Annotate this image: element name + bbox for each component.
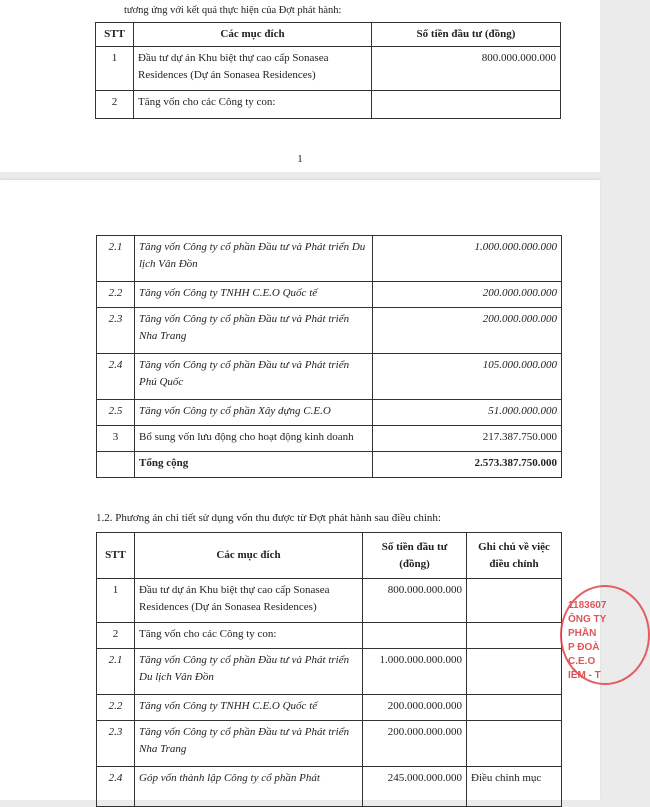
seal-text: P ĐOÀ [568,642,600,653]
cell-note [467,649,562,695]
cell-stt [97,452,135,478]
cell-purpose: Đầu tư dự án Khu biệt thự cao cấp Sonasea Residences (Dự án Sonasea Residences) [134,47,372,91]
header-stt: STT [96,23,134,47]
table-row [97,354,562,400]
header-purpose: Các mục đích [135,533,363,579]
cell-stt: 2.1 [97,649,135,695]
cell-stt: 2.4 [97,354,135,400]
header-amount: Số tiền đầu tư (đồng) [363,533,467,579]
cell-purpose: Góp vốn thành lập Công ty cổ phần Phát [135,767,363,807]
cell-purpose: Tăng vốn cho các Công ty con: [134,91,372,119]
table-row [97,579,562,623]
table-row [97,426,562,452]
cell-note [467,579,562,623]
cell-amount: 245.000.000.000 [363,767,467,807]
cell-stt: 2.3 [97,308,135,354]
table-header-row [97,533,562,579]
table-row [97,282,562,308]
cell-purpose: Tăng vốn Công ty cổ phần Đầu tư và Phát triển Nha Trang [135,721,363,767]
cell-amount: 200.000.000.000 [373,308,562,354]
cell-purpose: Tăng vốn Công ty TNHH C.E.O Quốc tế [135,695,363,721]
cell-stt: 2.4 [97,767,135,807]
cell-purpose: Bổ sung vốn lưu động cho hoạt động kinh doanh [135,426,373,452]
cell-stt: 1 [96,47,134,91]
cell-note [467,695,562,721]
header-stt: STT [97,533,135,579]
cell-amount [372,91,561,119]
cell-amount: 1.000.000.000.000 [363,649,467,695]
header-amount: Số tiền đầu tư (đồng) [372,23,561,47]
cell-stt: 2 [97,623,135,649]
table-row [97,236,562,282]
seal-text: C.E.O [568,656,596,667]
seal-text: ÔNG TY [568,614,607,625]
cell-stt: 3 [97,426,135,452]
investment-table-continued [96,235,562,478]
table-row [96,47,561,91]
cell-amount: 200.000.000.000 [363,721,467,767]
header-note: Ghi chú về việc điều chỉnh [467,533,562,579]
table-row [97,623,562,649]
table-row [97,400,562,426]
table-row [97,721,562,767]
cell-purpose: Tăng vốn Công ty cổ phần Xây dựng C.E.O [135,400,373,426]
cell-purpose: Tăng vốn Công ty cổ phần Đầu tư và Phát triển Phú Quốc [135,354,373,400]
document-page-1 [0,0,600,172]
total-row [97,452,562,478]
intro-text: tương ứng với kết quả thực hiện của Đợt phát hành: [124,5,342,16]
table-row [97,695,562,721]
cell-amount: 217.387.750.000 [373,426,562,452]
cell-amount: 200.000.000.000 [363,695,467,721]
table-row [97,649,562,695]
company-seal [560,585,650,685]
cell-purpose: Tăng vốn Công ty cổ phần Đầu tư và Phát triển Du lịch Vân Đồn [135,649,363,695]
cell-purpose: Tăng vốn Công ty TNHH C.E.O Quốc tế [135,282,373,308]
cell-amount: 1.000.000.000.000 [373,236,562,282]
investment-table-adjusted [96,532,562,807]
seal-text: 1183607 [568,600,607,611]
cell-amount: 51.000.000.000 [373,400,562,426]
cell-purpose: Tăng vốn Công ty cổ phần Đầu tư và Phát triển Nha Trang [135,308,373,354]
cell-amount [363,623,467,649]
cell-stt: 2.5 [97,400,135,426]
cell-stt: 2 [96,91,134,119]
cell-note [467,623,562,649]
table-row [96,91,561,119]
table-row [97,767,562,807]
cell-stt: 2.2 [97,282,135,308]
cell-amount: 200.000.000.000 [373,282,562,308]
cell-stt: 2.1 [97,236,135,282]
seal-text: IÊM - T [568,670,601,681]
cell-amount: 800.000.000.000 [363,579,467,623]
seal-text: PHẦN [568,628,597,639]
table-row [97,308,562,354]
header-purpose: Các mục đích [134,23,372,47]
total-label: Tổng cộng [135,452,373,478]
investment-table-original [95,22,561,119]
section-title: 1.2. Phương án chi tiết sử dụng vốn thu được từ Đợt phát hành sau điều chỉnh: [96,512,441,524]
cell-note: Điều chỉnh mục [467,767,562,807]
document-page-2 [0,180,607,800]
page-number: 1 [297,153,303,165]
cell-stt: 2.2 [97,695,135,721]
cell-amount: 800.000.000.000 [372,47,561,91]
cell-purpose: Tăng vốn cho các Công ty con: [135,623,363,649]
cell-purpose: Tăng vốn Công ty cổ phần Đầu tư và Phát triển Du lịch Vân Đồn [135,236,373,282]
cell-stt: 2.3 [97,721,135,767]
total-amount: 2.573.387.750.000 [373,452,562,478]
cell-purpose: Đầu tư dự án Khu biệt thự cao cấp Sonasea Residences (Dự án Sonasea Residences) [135,579,363,623]
cell-amount: 105.000.000.000 [373,354,562,400]
cell-note [467,721,562,767]
cell-stt: 1 [97,579,135,623]
table-header-row [96,23,561,47]
